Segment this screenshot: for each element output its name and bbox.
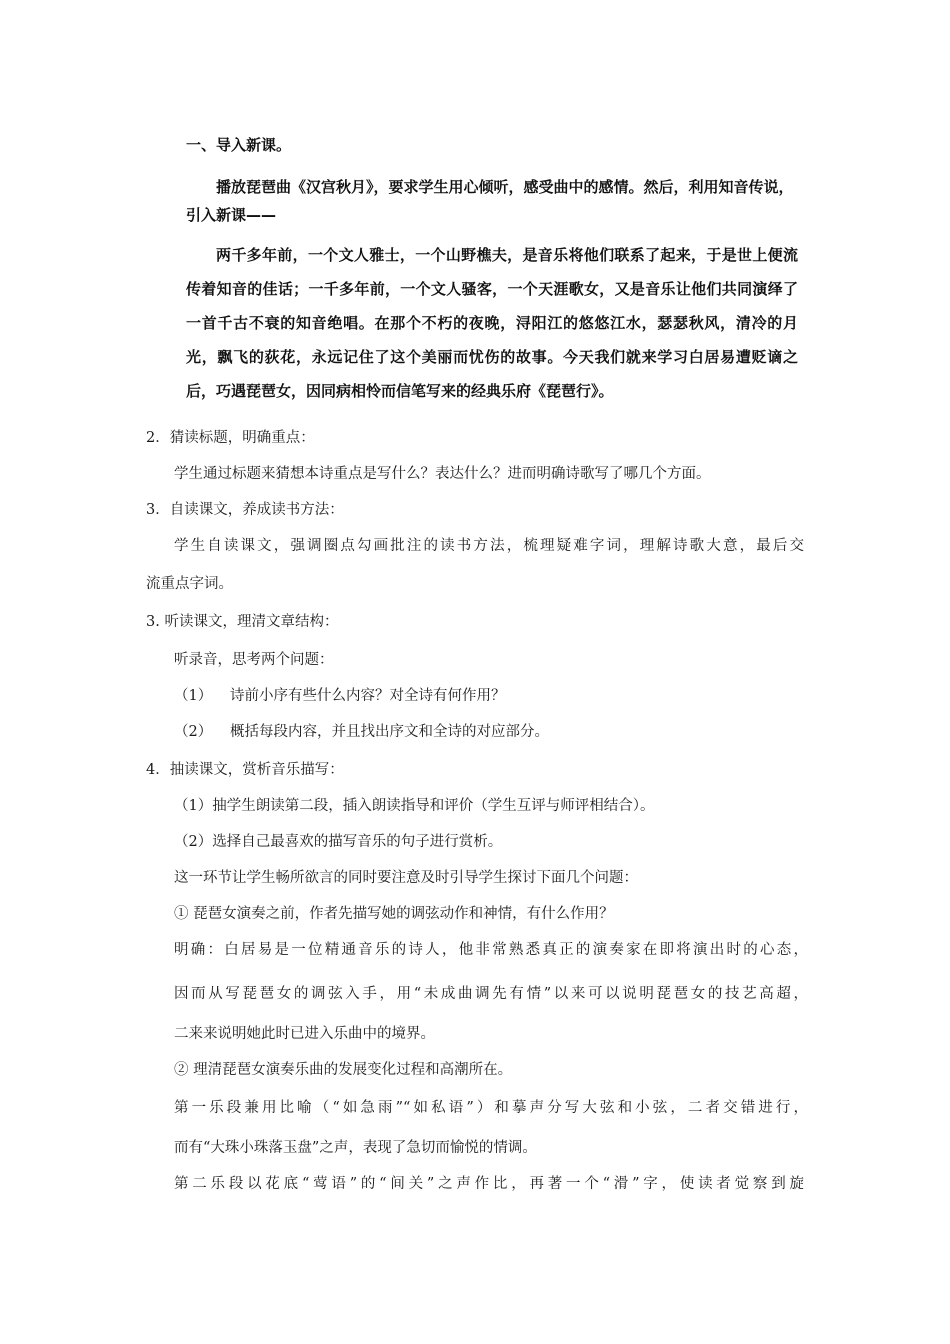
question-2-text: 概括每段内容，并且找出序文和全诗的对应部分。 — [230, 724, 549, 740]
step-4-item-1: （1）抽学生朗读第二段，插入朗读指导和评价（学生互评与师评相结合）。 — [174, 798, 655, 814]
step-3b-title: 3. 听读课文，理清文章结构： — [146, 614, 339, 630]
answer-2-line1: 第一乐段兼用比喻（“如急雨”“如私语”）和摹声分写大弦和小弦，二者交错进行， — [174, 1100, 808, 1116]
step-4-title: 4．抽读课文，赏析音乐描写： — [146, 762, 344, 778]
answer-2-line2: 而有“大珠小珠落玉盘”之声，表现了急切而愉悦的情调。 — [174, 1140, 537, 1156]
step-4-item-2: （2）选择自己最喜欢的描写音乐的句子进行赏析。 — [174, 834, 503, 850]
step-4-intro: 这一环节让学生畅所欲言的同时要注意及时引导学生探讨下面几个问题： — [174, 870, 638, 886]
discussion-question-1: ① 琵琶女演奏之前，作者先描写她的调弦动作和神情，有什么作用？ — [174, 906, 614, 922]
section-heading: 一、导入新课。 — [186, 136, 292, 154]
question-1-number: （1） — [174, 688, 213, 704]
answer-1-line2: 因而从写琵琶女的调弦入手，用“未成曲调先有情”以来可以说明琵琶女的技艺高超， — [174, 986, 808, 1002]
answer-1-line3: 二来来说明她此时已进入乐曲中的境界。 — [174, 1026, 435, 1042]
intro-paragraph-line2: 引入新课—— — [186, 206, 277, 224]
step-3a-text-line1: 学生自读课文，强调圈点勾画批注的读书方法，梳理疑难字词，理解诗歌大意，最后交 — [174, 538, 804, 554]
step-2-text: 学生通过标题来猜想本诗重点是写什么？表达什么？进而明确诗歌写了哪几个方面。 — [174, 466, 711, 482]
discussion-question-2: ② 理清琵琶女演奏乐曲的发展变化过程和高潮所在。 — [174, 1062, 513, 1078]
step-3a-title: 3．自读课文，养成读书方法： — [146, 502, 344, 518]
intro-paragraph-line1: 播放琵琶曲《汉宫秋月》，要求学生用心倾听，感受曲中的感情。然后，利用知音传说， — [216, 178, 794, 196]
step-3b-text: 听录音，思考两个问题： — [174, 652, 334, 668]
story-paragraph: 两千多年前，一个文人雅士，一个山野樵夫，是音乐将他们联系了起来，于是世上便流传着知音的佳话；一千多年前，一个文人骚客，一个天涯歌女，又是音乐让他们共同演绎了一首千古不衰的知音绝唱。在那个不朽的夜晚，浔阳江的悠悠江水，瑟瑟秋风，清冷的月光，飘飞的荻花，永远记住了这个美丽而忧伤的故事。今天我们就来学习白居易遭贬谪之后，巧遇琵琶女，因同病相怜而信笔写来的经典乐府《琵琶行》。 — [186, 246, 798, 400]
step-3a-text-line2: 流重点字词。 — [146, 576, 233, 592]
step-2-title: 2．猜读标题，明确重点： — [146, 430, 315, 446]
answer-1-line1: 明确：白居易是一位精通音乐的诗人，他非常熟悉真正的演奏家在即将演出时的心态， — [174, 942, 808, 958]
question-2-number: （2） — [174, 724, 213, 740]
question-1-text: 诗前小序有些什么内容？对全诗有何作用？ — [230, 688, 506, 704]
answer-2-line3: 第二乐段以花底“莺语”的“间关”之声作比，再著一个“滑”字，使读者觉察到旋 — [174, 1176, 804, 1192]
